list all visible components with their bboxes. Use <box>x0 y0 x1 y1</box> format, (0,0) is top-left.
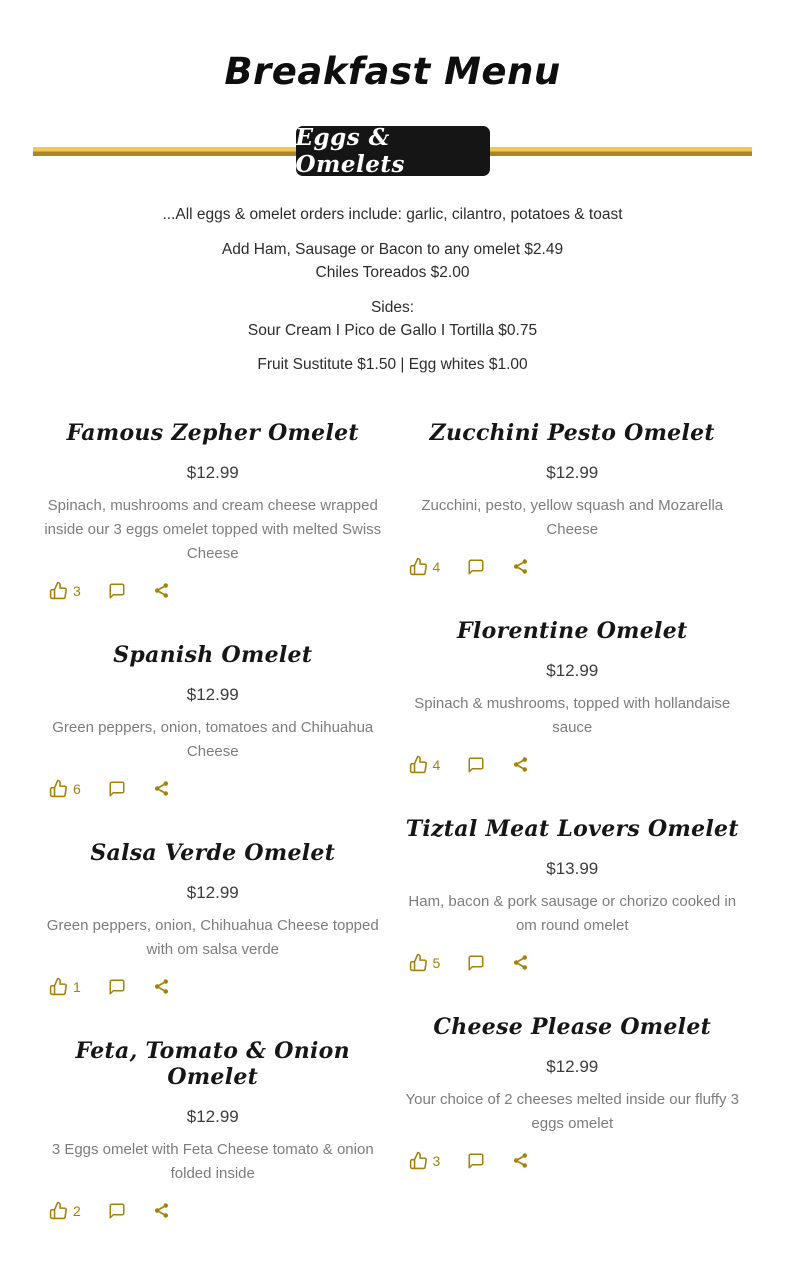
item-actions <box>393 953 753 972</box>
item-description: Ham, bacon & pork sausage or chorizo cooked in om round omelet <box>408 893 737 934</box>
item-description: Green peppers, onion, tomatoes and Chihuahua Cheese <box>52 719 374 760</box>
thumbs-up-icon <box>409 1151 428 1170</box>
item-actions <box>393 557 753 576</box>
like-button[interactable] <box>409 755 441 774</box>
share-icon <box>153 582 170 599</box>
comment-button[interactable] <box>108 582 126 600</box>
comment-icon <box>108 978 126 996</box>
menu-item-spanish-omelet <box>33 642 393 798</box>
item-description: Green peppers, onion, Chihuahua Cheese topped with om salsa verde <box>46 917 379 958</box>
item-name: Tiztal Meat Lovers Omelet <box>405 816 739 842</box>
item-actions <box>33 581 393 600</box>
share-icon <box>153 780 170 797</box>
sides-label: Sides: <box>370 299 415 316</box>
item-name: Zucchini Pesto Omelet <box>429 420 715 446</box>
item-price: $12.99 <box>546 463 599 482</box>
comment-button[interactable] <box>467 954 485 972</box>
like-count: 4 <box>432 558 441 575</box>
share-button[interactable] <box>512 756 529 773</box>
thumbs-up-icon <box>49 1201 68 1220</box>
comment-icon <box>108 1202 126 1220</box>
item-price: $12.99 <box>546 661 599 680</box>
share-icon <box>512 558 529 575</box>
section-notes <box>33 203 752 376</box>
comment-button[interactable] <box>108 1202 126 1220</box>
share-icon <box>512 1152 529 1169</box>
item-name: Spanish Omelet <box>113 642 313 668</box>
item-description: Spinach, mushrooms and cream cheese wrapped inside our 3 eggs omelet topped with melted Swiss Cheese <box>44 497 382 562</box>
like-count: 2 <box>73 1202 81 1219</box>
thumbs-up-icon <box>49 581 68 600</box>
share-button[interactable] <box>512 954 529 971</box>
thumbs-up-icon <box>409 557 428 576</box>
menu-item-zucchini-pesto-omelet <box>393 420 753 576</box>
section-banner <box>33 126 752 176</box>
comment-icon <box>467 756 485 774</box>
item-description: Your choice of 2 cheeses melted inside our fluffy 3 eggs omelet <box>405 1091 740 1132</box>
like-count: 1 <box>73 978 81 995</box>
share-button[interactable] <box>153 978 170 995</box>
item-description: Zucchini, pesto, yellow squash and Mozarella Cheese <box>421 497 724 538</box>
item-name: Famous Zepher Omelet <box>66 420 359 446</box>
menu-item-cheese-please-omelet <box>393 1014 753 1170</box>
share-icon <box>153 978 170 995</box>
comment-icon <box>467 558 485 576</box>
note-addons <box>33 238 752 284</box>
like-button[interactable] <box>49 581 81 600</box>
like-count: 3 <box>73 582 81 599</box>
item-actions <box>393 1151 753 1170</box>
share-icon <box>512 756 529 773</box>
thumbs-up-icon <box>49 779 68 798</box>
comment-button[interactable] <box>108 780 126 798</box>
note-sides <box>33 296 752 342</box>
item-description: Spinach & mushrooms, topped with hollandaise sauce <box>414 695 731 736</box>
page-title: Breakfast Menu <box>224 50 561 93</box>
item-name: Feta, Tomato & Onion Omelet <box>75 1038 350 1090</box>
share-button[interactable] <box>512 558 529 575</box>
menu-columns <box>33 420 752 1262</box>
item-name: Salsa Verde Omelet <box>90 840 336 866</box>
like-button[interactable] <box>49 1201 81 1220</box>
comment-icon <box>108 780 126 798</box>
item-price: $13.99 <box>546 859 599 878</box>
like-count: 3 <box>432 1152 441 1169</box>
thumbs-up-icon <box>49 977 68 996</box>
menu-column-right <box>393 420 753 1262</box>
item-actions <box>33 977 393 996</box>
item-actions <box>393 755 753 774</box>
share-button[interactable] <box>153 780 170 797</box>
thumbs-up-icon <box>409 953 428 972</box>
share-button[interactable] <box>512 1152 529 1169</box>
share-icon <box>512 954 529 971</box>
note-substitute: Fruit Sustitute $1.50 | Egg whites $1.00 <box>257 356 528 373</box>
like-button[interactable] <box>409 1151 441 1170</box>
item-price: $12.99 <box>186 463 239 482</box>
menu-item-feta-tomato-onion-omelet <box>33 1038 393 1220</box>
item-actions <box>33 1201 393 1220</box>
item-price: $12.99 <box>546 1057 599 1076</box>
note-addon-1: Add Ham, Sausage or Bacon to any omelet $2.49 <box>221 241 564 258</box>
share-button[interactable] <box>153 582 170 599</box>
comment-button[interactable] <box>108 978 126 996</box>
menu-column-left <box>33 420 393 1262</box>
comment-button[interactable] <box>467 558 485 576</box>
menu-item-salsa-verde-omelet <box>33 840 393 996</box>
like-button[interactable] <box>409 557 441 576</box>
item-name: Cheese Please Omelet <box>433 1014 712 1040</box>
comment-button[interactable] <box>467 756 485 774</box>
item-price: $12.99 <box>186 685 239 704</box>
comment-button[interactable] <box>467 1152 485 1170</box>
item-actions <box>33 779 393 798</box>
menu-item-florentine-omelet <box>393 618 753 774</box>
menu-item-tiztal-meat-lovers-omelet <box>393 816 753 972</box>
comment-icon <box>467 1152 485 1170</box>
item-price: $12.99 <box>186 1107 239 1126</box>
like-count: 4 <box>432 756 441 773</box>
like-button[interactable] <box>409 953 441 972</box>
section-banner-box <box>296 126 490 176</box>
note-include: ...All eggs & omelet orders include: garlic, cilantro, potatoes & toast <box>162 206 623 223</box>
comment-icon <box>108 582 126 600</box>
like-count: 6 <box>73 780 81 797</box>
like-count: 5 <box>432 954 441 971</box>
section-banner-label: Eggs & Omelets <box>295 124 405 178</box>
thumbs-up-icon <box>409 755 428 774</box>
share-icon <box>153 1202 170 1219</box>
item-name: Florentine Omelet <box>457 618 688 644</box>
comment-icon <box>467 954 485 972</box>
item-price: $12.99 <box>186 883 239 902</box>
item-description: 3 Eggs omelet with Feta Cheese tomato & onion folded inside <box>51 1141 374 1182</box>
like-button[interactable] <box>49 779 81 798</box>
like-button[interactable] <box>49 977 81 996</box>
share-button[interactable] <box>153 1202 170 1219</box>
note-addon-2: Chiles Toreados $2.00 <box>315 264 470 281</box>
sides-line: Sour Cream I Pico de Gallo I Tortilla $0.75 <box>247 322 538 339</box>
menu-item-famous-zepher-omelet <box>33 420 393 600</box>
